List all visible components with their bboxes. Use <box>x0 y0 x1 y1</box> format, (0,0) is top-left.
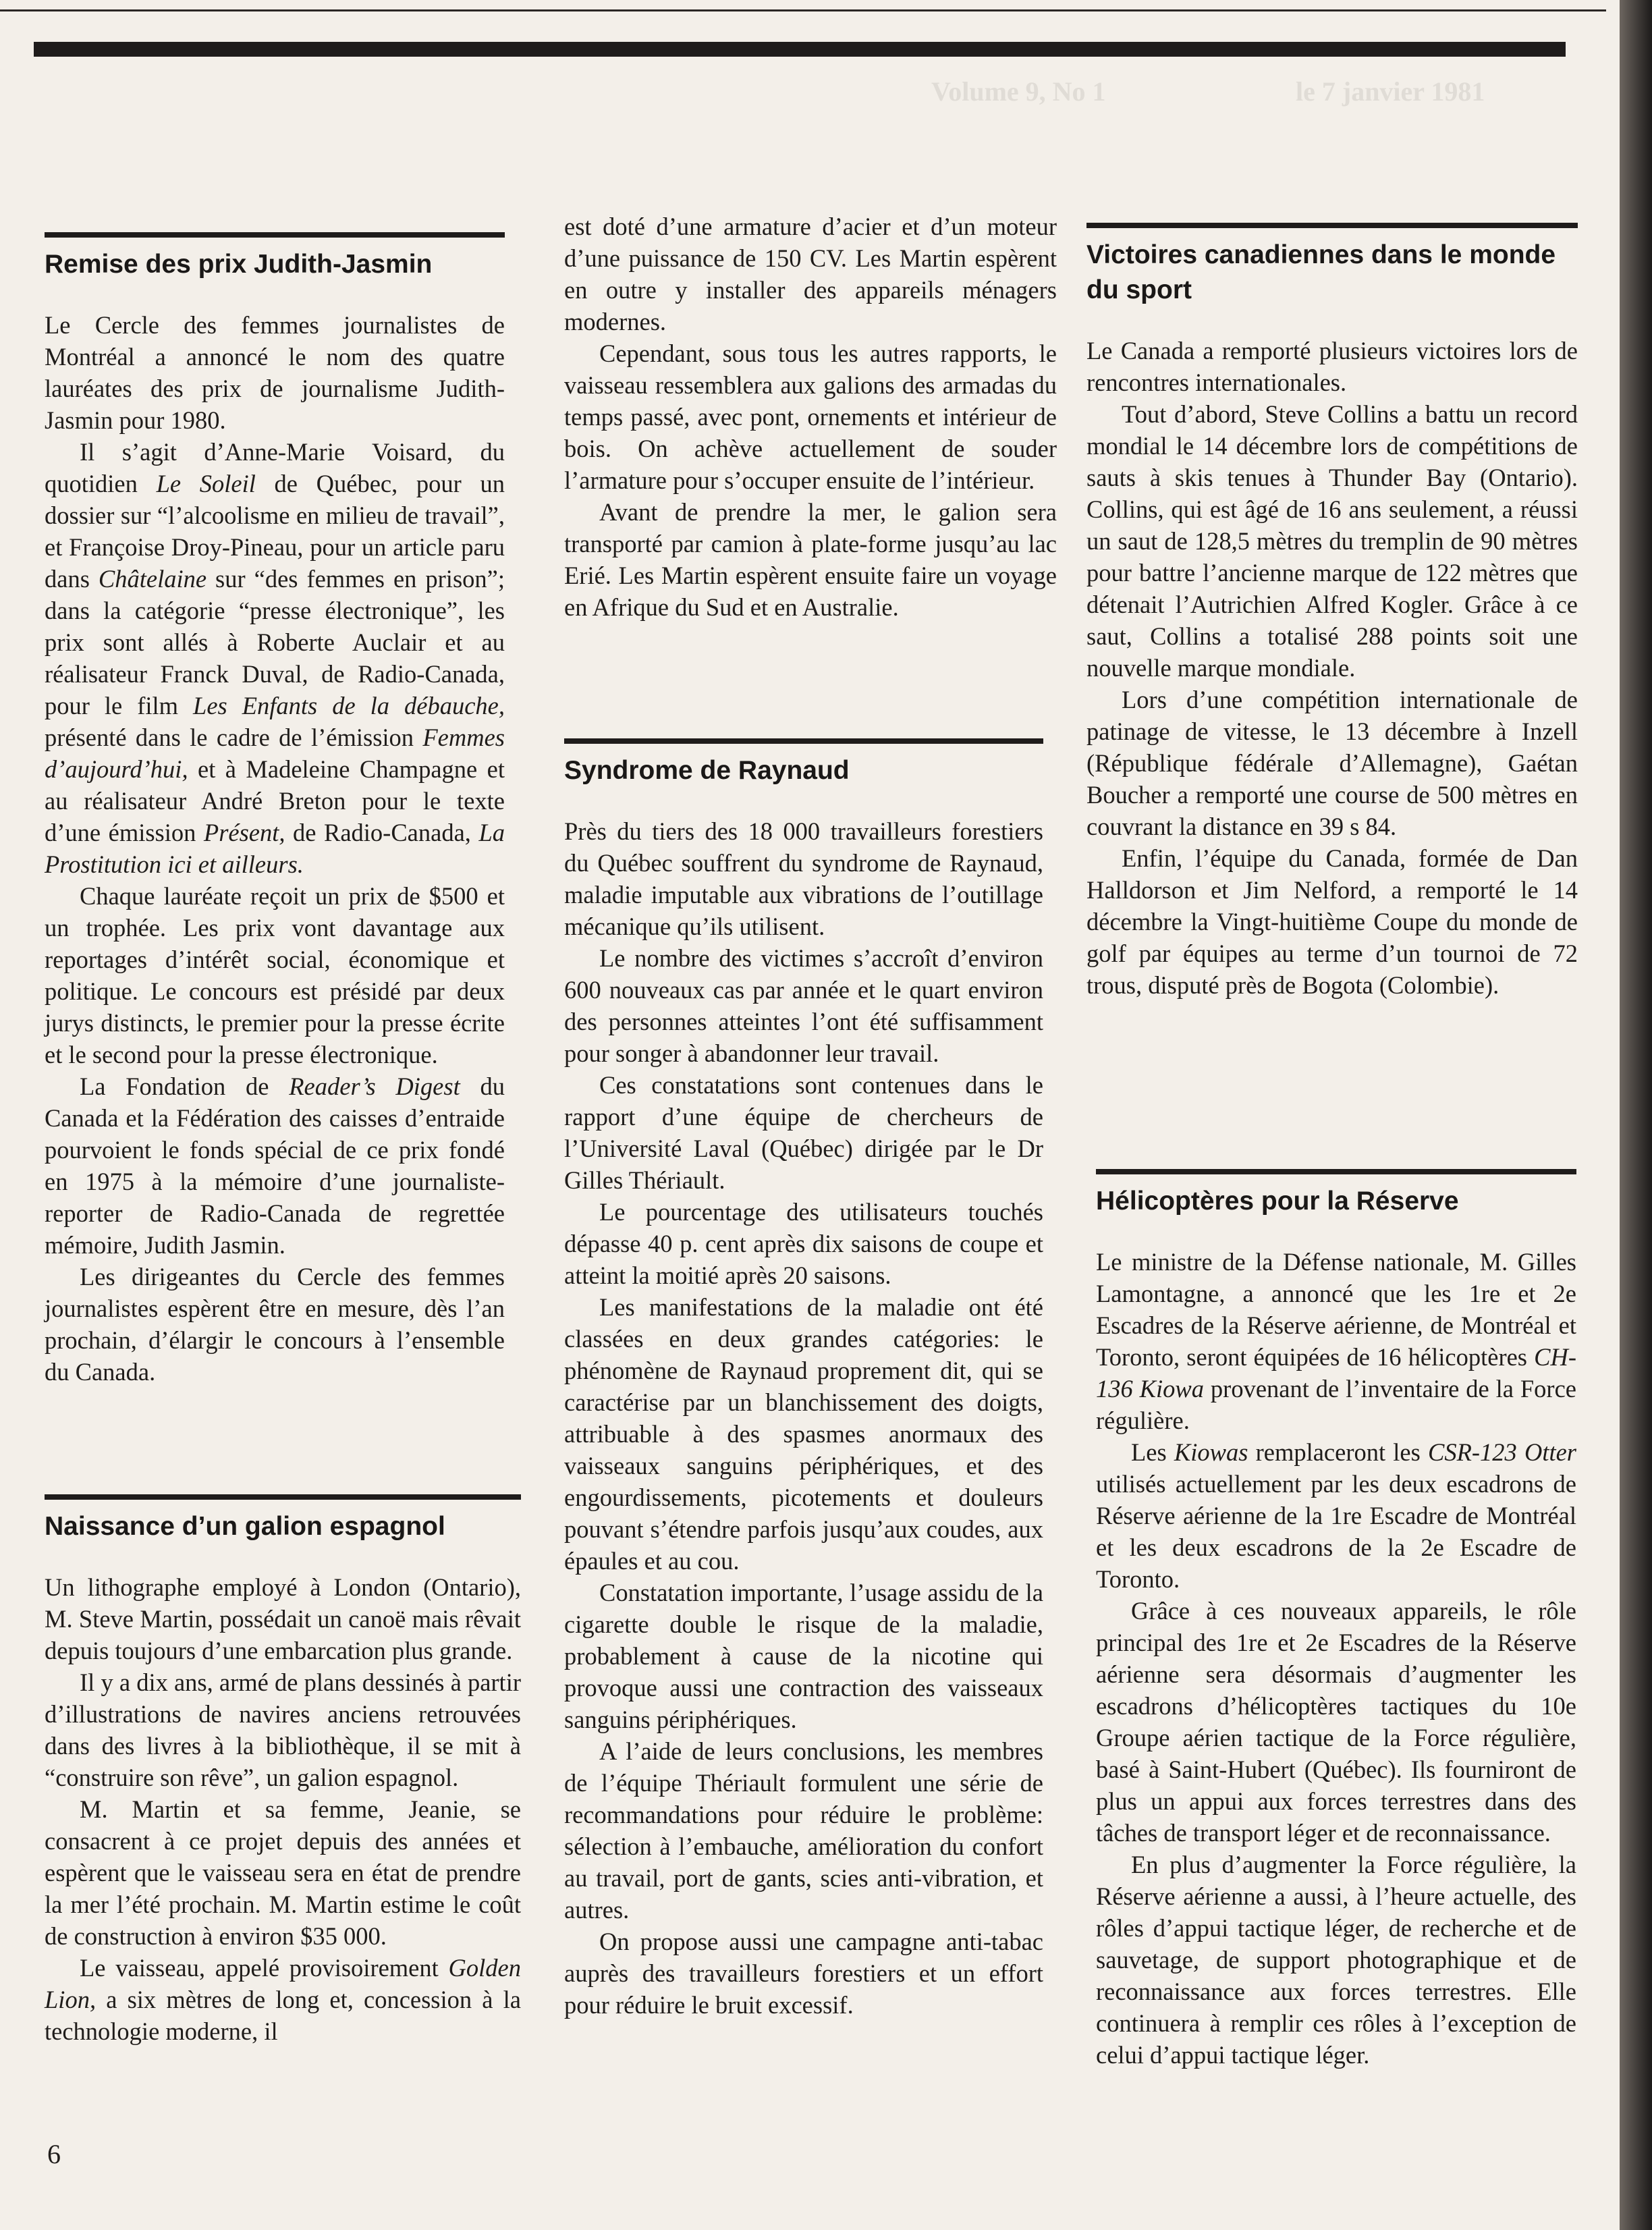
paragraph: Les dirigeantes du Cercle des femmes journalistes espèrent être en mesure, dès l’an prochain, d’élargir le concours à l’ensemble du Canada. <box>45 1263 505 1386</box>
paragraph: M. Martin et sa femme, Jeanie, se consacrent à ce projet depuis des années et espèrent que le vaisseau sera en état de prendre la mer l’été prochain. M. Martin estime le coût de construction à environ $35 000. <box>45 1795 521 1950</box>
paragraph: En plus d’augmenter la Force régulière, la Réserve aérienne a aussi, à l’heure actuelle, des rôles d’appui tactique léger, de recherche et de sauvetage, de support photographique et de reconnaissance aux forces terrestres. Elle continuera à remplir ces rôles à l’exception de celui d’appui tactique léger. <box>1096 1851 1576 2069</box>
section-rule <box>45 1494 521 1500</box>
paragraph: Il s’agit d’Anne-Marie Voisard, du quotidien Le Soleil de Québec, pour un dossier sur “l’alcoolisme en milieu de travail”, et Françoise Droy-Pineau, pour un article paru dans Châtelaine sur “des femmes en prison”; dans la catégorie “presse électronique”, les prix sont allés à Roberte Auclair et au réalisateur Franck Duval, de Radio-Canada, pour le film Les Enfants de la débauche, présenté dans le cadre de l’émission Femmes d’aujourd’hui, et à Madeleine Champagne et au réalisateur André Breton pour le texte d’une émission Présent, de Radio-Canada, La Prostitution ici et ailleurs. <box>45 438 505 878</box>
column-2 <box>564 211 1057 623</box>
paragraph: Les manifestations de la maladie ont été classées en deux grandes catégories: le phénomène de Raynaud proprement dit, qui se caractérise par un blanchissement des doigts, attribuable à des spasmes anormaux des vaisseaux sanguins périphériques, et des engourdissements, picotements et douleurs pouvant s’étendre parfois jusqu’aux coudes, aux épaules et au cou. <box>564 1293 1043 1575</box>
paragraph: Le Canada a remporté plusieurs victoires lors de rencontres internationales. <box>1086 337 1578 396</box>
top-hairline <box>0 9 1606 11</box>
section-rule <box>564 738 1043 744</box>
section-title-judith: Remise des prix Judith-Jasmin <box>45 250 433 279</box>
section-title-raynaud: Syndrome de Raynaud <box>564 756 850 785</box>
section-title-helico: Hélicoptères pour la Réserve <box>1096 1187 1459 1216</box>
article-galion-continuation <box>564 211 1057 623</box>
article-judith <box>45 309 505 1388</box>
paragraph: Le vaisseau, appelé provisoirement Golden Lion, a six mètres de long et, concession à la technologie moderne, il <box>45 1954 521 2045</box>
paragraph: Enfin, l’équipe du Canada, formée de Dan Halldorson et Jim Nelford, a remporté le 14 décembre la Vingt-huitième Coupe du monde de golf par équipes au terme d’un tournoi de 72 trous, disputé près de Bogota (Colombie). <box>1086 844 1578 999</box>
section-rule <box>45 232 505 238</box>
paragraph: est doté d’une armature d’acier et d’un moteur d’une puissance de 150 CV. Les Martin espèrent en outre y installer des appareils ménagers modernes. <box>564 213 1057 335</box>
paragraph: On propose aussi une campagne anti-tabac auprès des travailleurs forestiers et un effort pour réduire le bruit excessif. <box>564 1928 1043 2019</box>
article-helico <box>1096 1246 1576 2071</box>
paragraph: Cependant, sous tous les autres rapports, le vaisseau ressemblera aux galions des armadas du temps passé, avec pont, ornements et intérieur de bois. On achève actuellement de souder l’armature pour s’occuper ensuite de l’intérieur. <box>564 339 1057 494</box>
paragraph: Constatation importante, l’usage assidu de la cigarette double le risque de la maladie, probablement à cause de la nicotine qui provoque aussi une contraction des vaisseaux sanguins périphériques. <box>564 1579 1043 1733</box>
article-raynaud <box>564 815 1043 2021</box>
paragraph: La Fondation de Reader’s Digest du Canada et la Fédération des caisses d’entraide pourvoient le fonds spécial de ce prix fondé en 1975 à la mémoire d’une journaliste-reporter de Radio-Canada de regrettée mémoire, Judith Jasmin. <box>45 1072 505 1259</box>
page-number: 6 <box>47 2139 61 2169</box>
header-rule <box>34 42 1566 57</box>
section-rule <box>1096 1169 1576 1174</box>
column-1 <box>45 232 505 1388</box>
ghost-volume-text: Volume 9, No 1 <box>931 76 1106 107</box>
paragraph: Un lithographe employé à London (Ontario), M. Steve Martin, possédait un canoë mais rêvait depuis toujours d’une embarcation plus grande. <box>45 1573 521 1664</box>
paragraph: Le nombre des victimes s’accroît d’environ 600 nouveaux cas par année et le quart environ des personnes atteintes l’ont été suffisamment pour songer à abandonner leur travail. <box>564 944 1043 1067</box>
article-galion <box>45 1571 521 2047</box>
column-1-lower <box>45 1494 521 2047</box>
column-3-lower <box>1096 1169 1576 2071</box>
column-3 <box>1086 223 1578 1001</box>
binding-shadow <box>1620 0 1652 2230</box>
ghost-date-text: le 7 janvier 1981 <box>1296 76 1485 107</box>
paragraph: Le ministre de la Défense nationale, M. Gilles Lamontagne, a annoncé que les 1re et 2e Escadres de la Réserve aérienne, de Montréal et Toronto, seront équipées de 16 hélicoptères CH-136 Kiowa provenant de l’inventaire de la Force régulière. <box>1096 1248 1576 1434</box>
paragraph: Les Kiowas remplaceront les CSR-123 Otter utilisés actuellement par les deux escadrons de Réserve aérienne de la 1re Escadre de Montréal et les deux escadrons de la 2e Escadre de Toronto. <box>1096 1438 1577 1593</box>
article-sport <box>1086 335 1578 1001</box>
section-rule <box>1086 223 1578 228</box>
paragraph: Le Cercle des femmes journalistes de Montréal a annoncé le nom des quatre lauréates des prix de journalisme Judith-Jasmin pour 1980. <box>45 311 505 434</box>
paragraph: Lors d’une compétition internationale de patinage de vitesse, le 13 décembre à Inzell (République fédérale d’Allemagne), Gaétan Boucher a remporté une course de 500 mètres en couvrant la distance en 39 s 84. <box>1086 686 1578 840</box>
column-2-lower <box>564 738 1043 2021</box>
paragraph: Grâce à ces nouveaux appareils, le rôle principal des 1re et 2e Escadres de la Réserve aérienne sera désormais d’augmenter les escadrons d’hélicoptères tactiques du 10e Groupe aérien tactique de la Force régulière, basé à Saint-Hubert (Québec). Ils fourniront de plus un appui aux forces terrestres dans des tâches de transport léger et de reconnaissance. <box>1096 1597 1576 1847</box>
paragraph: Près du tiers des 18 000 travailleurs forestiers du Québec souffrent du syndrome de Raynaud, maladie imputable aux vibrations de l’outillage mécanique qu’ils utilisent. <box>564 817 1043 940</box>
paragraph: Ces constatations sont contenues dans le rapport d’une équipe de chercheurs de l’Université Laval (Québec) dirigée par le Dr Gilles Thériault. <box>564 1071 1043 1194</box>
paragraph: Avant de prendre la mer, le galion sera transporté par camion à plate-forme jusqu’au lac Erié. Les Martin espèrent ensuite faire un voyage en Afrique du Sud et en Australie. <box>564 498 1057 621</box>
paragraph: Tout d’abord, Steve Collins a battu un record mondial le 14 décembre lors de compétitions de sauts à skis tenues à Thunder Bay (Ontario). Collins, qui est âgé de 16 ans seulement, a réussi un saut de 128,5 mètres du tremplin de 90 mètres pour battre l’ancienne marque de 122 mètres que détenait l’Autrichien Alfred Kogler. Grâce à ce saut, Collins a totalisé 288 points soit une nouvelle marque mondiale. <box>1086 400 1578 682</box>
paragraph: Il y a dix ans, armé de plans dessinés à partir d’illustrations de navires anciens retrouvées dans des livres à la bibliothèque, il se mit à “construire son rêve”, un galion espagnol. <box>45 1668 521 1791</box>
section-title-galion: Naissance d’un galion espagnol <box>45 1512 445 1541</box>
section-title-sport: Victoires canadiennes dans le monde du sport <box>1086 240 1556 304</box>
paragraph: Chaque lauréate reçoit un prix de $500 et un trophée. Les prix vont davantage aux reportages d’intérêt social, économique et politique. Le concours est présidé par deux jurys distincts, le premier pour la presse écrite et le second pour la presse électronique. <box>45 882 505 1068</box>
paragraph: Le pourcentage des utilisateurs touchés dépasse 40 p. cent après dix saisons de coupe et atteint la moitié après 20 saisons. <box>564 1198 1043 1289</box>
paragraph: A l’aide de leurs conclusions, les membres de l’équipe Thériault formulent une série de recommandations pour réduire le problème: sélection à l’embauche, amélioration du confort au travail, port de gants, scies anti-vibration, et autres. <box>564 1737 1043 1924</box>
